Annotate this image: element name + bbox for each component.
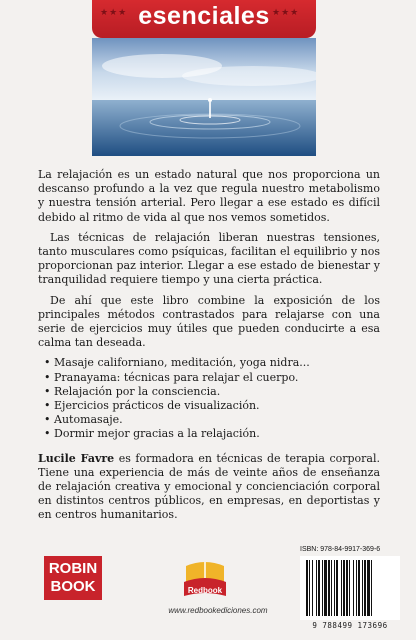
barcode-digits: 9 788499 173696 [312, 621, 388, 630]
list-item: • Ejercicios prácticos de visualización. [44, 399, 380, 413]
redbook-logo [180, 556, 230, 600]
intro-paragraph-1: La relajación es un estado natural que nos proporciona un descanso profundo a la vez que regula nuestro metabolismo y nuestra tensión arterial. Pero llegar a ese estado es difícil debido al ritmo de vida al que nos vemos sometidos. [38, 168, 380, 224]
barcode-bar [331, 560, 332, 616]
intro-paragraph-3: De ahí que este libro combine la exposición de los principales métodos contrastados para relajarse con una serie de ejercicios muy útiles que pueden conducirte a esa calma tan deseada. [38, 293, 380, 350]
list-item: • Dormir mejor gracias a la relajación. [44, 427, 380, 441]
author-name: Lucile Favre [38, 451, 115, 465]
topics-list [38, 356, 380, 441]
barcode [300, 556, 400, 620]
barcode-bar [306, 560, 308, 616]
barcode-bar [358, 560, 360, 616]
robin-logo-line1: ROBIN [48, 560, 98, 577]
intro-paragraph-2: Las técnicas de relajación liberan nuestras tensiones, tanto musculares como psíquicas, facilitan el equilibrio y nos proporcionan paz interior. Llegar a ese estado de bienestar y tranquilidad requiere tiempo y una cierta práctica. [38, 230, 380, 287]
author-bio-text: es formadora en técnicas de terapia corporal. Tiene una experiencia de más de veinte años de enseñanza de relajación creativa y emocional y concienciación corporal en distintos centros públicos, en empresas, en deportistas y en centros humanitarios. [38, 451, 381, 522]
barcode-bar [353, 560, 354, 616]
list-item: • Masaje californiano, meditación, yoga nidra... [44, 356, 380, 370]
barcode-bar [312, 560, 313, 616]
barcode-bar [309, 560, 310, 616]
robin-logo-line2: BOOK [50, 578, 96, 595]
author-bio [38, 452, 380, 523]
barcode-bar [364, 560, 366, 616]
stars-left-icon: ★★★ [100, 8, 128, 18]
barcode-bar [328, 560, 330, 616]
barcode-bar [324, 560, 327, 616]
robin-book-logo [44, 556, 102, 600]
barcode-bar [371, 560, 372, 616]
barcode-bar [343, 560, 345, 616]
barcode-bar [362, 560, 363, 616]
redbook-label: Redbook [187, 586, 223, 595]
barcode-bar [322, 560, 323, 616]
barcode-bar [318, 560, 320, 616]
series-header [0, 0, 416, 38]
barcode-bar [316, 560, 317, 616]
barcode-bar [334, 560, 335, 616]
barcode-bar [341, 560, 342, 616]
publisher-url: www.redbookediciones.com [168, 606, 268, 615]
list-item: • Relajación por la consciencia. [44, 385, 380, 399]
list-item: • Automasaje. [44, 413, 380, 427]
barcode-bar [356, 560, 357, 616]
stars-right-icon: ★★★ [272, 8, 300, 18]
list-item: • Pranayama: técnicas para relajar el cuerpo. [44, 371, 380, 385]
series-title: esenciales [138, 2, 270, 30]
barcode-bar [367, 560, 370, 616]
water-drop-photo [92, 38, 316, 156]
isbn-label: ISBN: 978-84-9917-369-6 [300, 546, 381, 553]
barcode-bar [346, 560, 348, 616]
barcode-bar [336, 560, 338, 616]
back-cover-text [38, 168, 380, 529]
barcode-bar [349, 560, 350, 616]
